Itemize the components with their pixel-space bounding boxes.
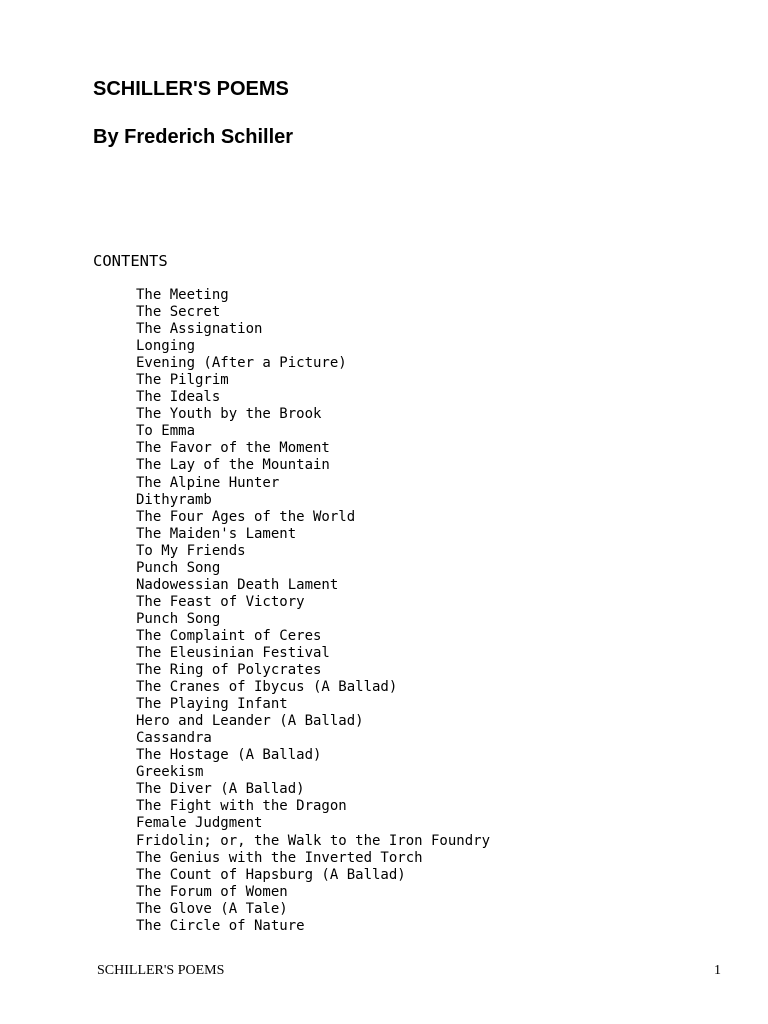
contents-item: The Secret bbox=[136, 304, 221, 321]
contents-item: Dithyramb bbox=[136, 491, 212, 508]
contents-item: Nadowessian Death Lament bbox=[136, 576, 339, 593]
contents-item: The Pilgrim bbox=[136, 372, 229, 389]
contents-item: The Maiden's Lament bbox=[136, 525, 297, 542]
document-author: By Frederich Schiller bbox=[93, 126, 294, 148]
footer-running-title: SCHILLER'S POEMS bbox=[97, 963, 225, 978]
contents-item: Punch Song bbox=[136, 559, 221, 576]
contents-item: The Favor of the Moment bbox=[136, 440, 330, 457]
contents-item: The Cranes of Ibycus (A Ballad) bbox=[136, 679, 398, 696]
contents-item: The Genius with the Inverted Torch bbox=[136, 849, 423, 866]
contents-item: Punch Song bbox=[136, 610, 221, 627]
table-of-contents bbox=[136, 287, 490, 935]
contents-item: The Hostage (A Ballad) bbox=[136, 747, 322, 764]
contents-item: The Forum of Women bbox=[136, 883, 288, 900]
contents-item: The Feast of Victory bbox=[136, 593, 305, 610]
document-title: SCHILLER'S POEMS bbox=[93, 78, 289, 100]
contents-item: The Diver (A Ballad) bbox=[136, 781, 305, 798]
contents-item: The Ideals bbox=[136, 389, 221, 406]
contents-item: The Lay of the Mountain bbox=[136, 457, 330, 474]
contents-item: Hero and Leander (A Ballad) bbox=[136, 713, 364, 730]
contents-item: The Alpine Hunter bbox=[136, 474, 280, 491]
contents-item: Female Judgment bbox=[136, 815, 263, 832]
footer-page-number: 1 bbox=[714, 963, 721, 978]
contents-item: Cassandra bbox=[136, 730, 212, 747]
contents-item: The Playing Infant bbox=[136, 696, 288, 713]
contents-item: Longing bbox=[136, 338, 196, 355]
contents-item: To My Friends bbox=[136, 542, 246, 559]
contents-heading: CONTENTS bbox=[93, 252, 168, 270]
contents-item: To Emma bbox=[136, 423, 196, 440]
contents-item: The Complaint of Ceres bbox=[136, 627, 322, 644]
contents-item: The Meeting bbox=[136, 287, 229, 303]
contents-item: The Circle of Nature bbox=[136, 917, 305, 934]
contents-item: The Assignation bbox=[136, 321, 263, 338]
contents-item: The Ring of Polycrates bbox=[136, 662, 322, 679]
contents-item: The Youth by the Brook bbox=[136, 406, 322, 423]
contents-item: The Count of Hapsburg (A Ballad) bbox=[136, 866, 406, 883]
contents-item: The Eleusinian Festival bbox=[136, 644, 330, 661]
contents-item: Evening (After a Picture) bbox=[136, 355, 347, 372]
contents-item: The Fight with the Dragon bbox=[136, 798, 347, 815]
contents-item: Fridolin; or, the Walk to the Iron Foundry bbox=[136, 832, 491, 849]
contents-item: The Glove (A Tale) bbox=[136, 900, 288, 917]
contents-item: Greekism bbox=[136, 764, 204, 781]
contents-item: The Four Ages of the World bbox=[136, 508, 356, 525]
